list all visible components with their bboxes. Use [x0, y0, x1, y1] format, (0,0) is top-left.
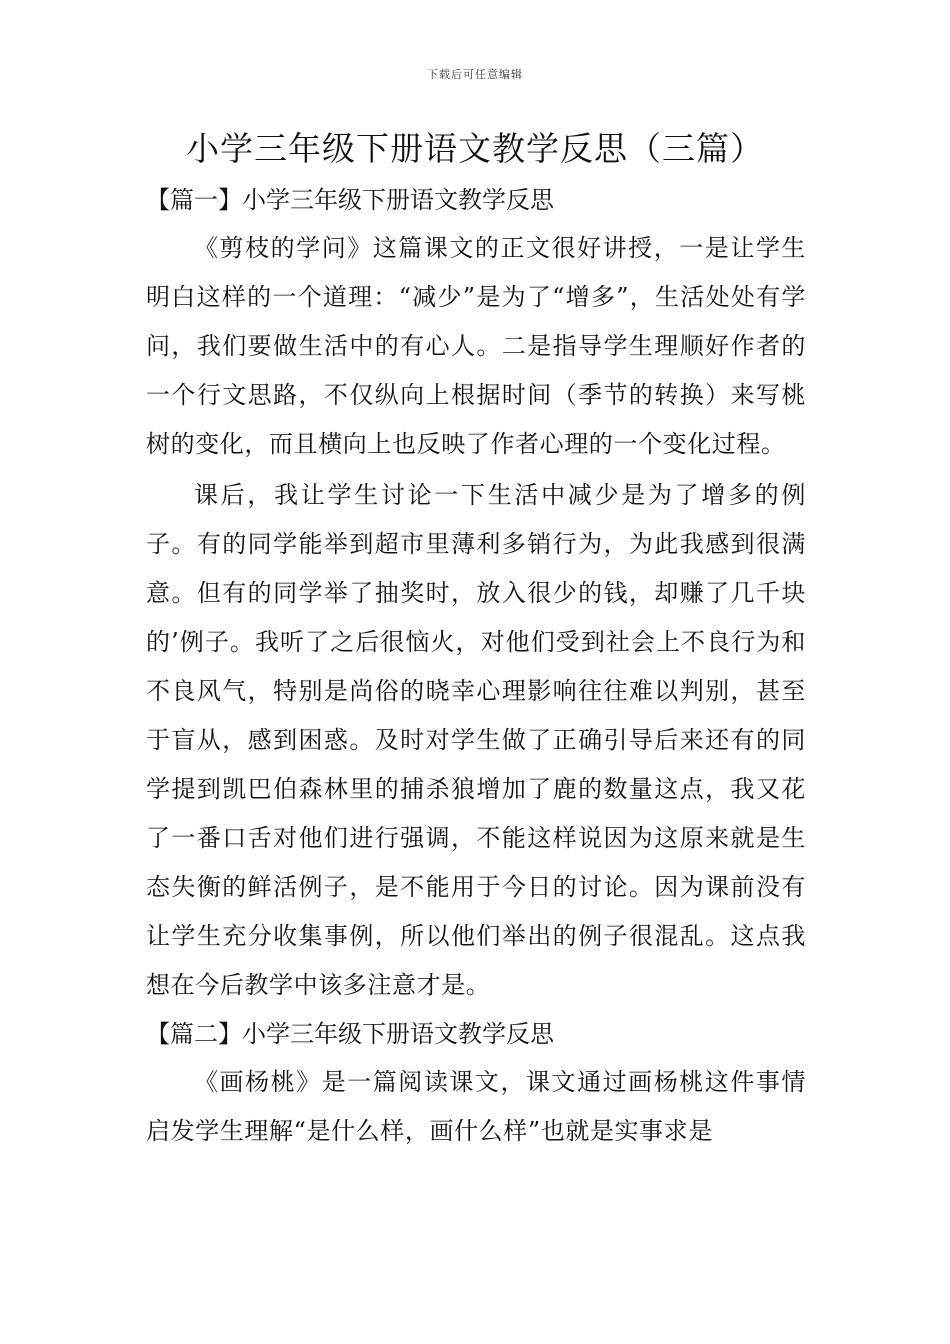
header-note: 下载后可任意编辑: [427, 68, 523, 81]
paragraph: 《画杨桃》是一篇阅读课文，课文通过画杨桃这件事情启发学生理解“是什么样，画什么样”也就是实事求是: [146, 1068, 806, 1145]
section-heading: 【篇一】小学三年级下册语文教学反思: [146, 186, 554, 214]
document-body: [146, 176, 806, 1156]
section-heading: 【篇二】小学三年级下册语文教学反思: [146, 1020, 554, 1048]
paragraph: 《剪枝的学问》这篇课文的正文很好讲授，一是让学生明白这样的一个道理：“减少”是为了“增多”，生活处处有学问，我们要做生活中的有心人。二是指导学生理顺好作者的一个行文思路，不仅纵向上根据时间（季节的转换）来写桃树的变化，而且横向上也反映了作者心理的一个变化过程。: [146, 234, 806, 458]
document-title: 小学三年级下册语文教学反思（三篇）: [186, 129, 764, 168]
paragraph: 课后，我让学生讨论一下生活中减少是为了增多的例子。有的同学能举到超市里薄利多销行为，为此我感到很满意。但有的同学举了抽奖时，放入很少的钱，却赚了几千块的’例子。我听了之后很恼火，对他们受到社会上不良行为和不良风气，特别是尚俗的晓幸心理影响往往难以判别，甚至于盲从，感到困惑。及时对学生做了正确引导后来还有的同学提到凯巴伯森林里的捕杀狼增加了鹿的数量这点，我又花了一番口舌对他们进行强调，不能这样说因为这原来就是生态失衡的鲜活例子，是不能用于今日的讨论。因为课前没有让学生充分收集事例，所以他们举出的例子很混乱。这点我想在今后教学中该多注意才是。: [146, 481, 806, 999]
section-2: [146, 1010, 806, 1156]
section-1: [146, 176, 806, 1010]
